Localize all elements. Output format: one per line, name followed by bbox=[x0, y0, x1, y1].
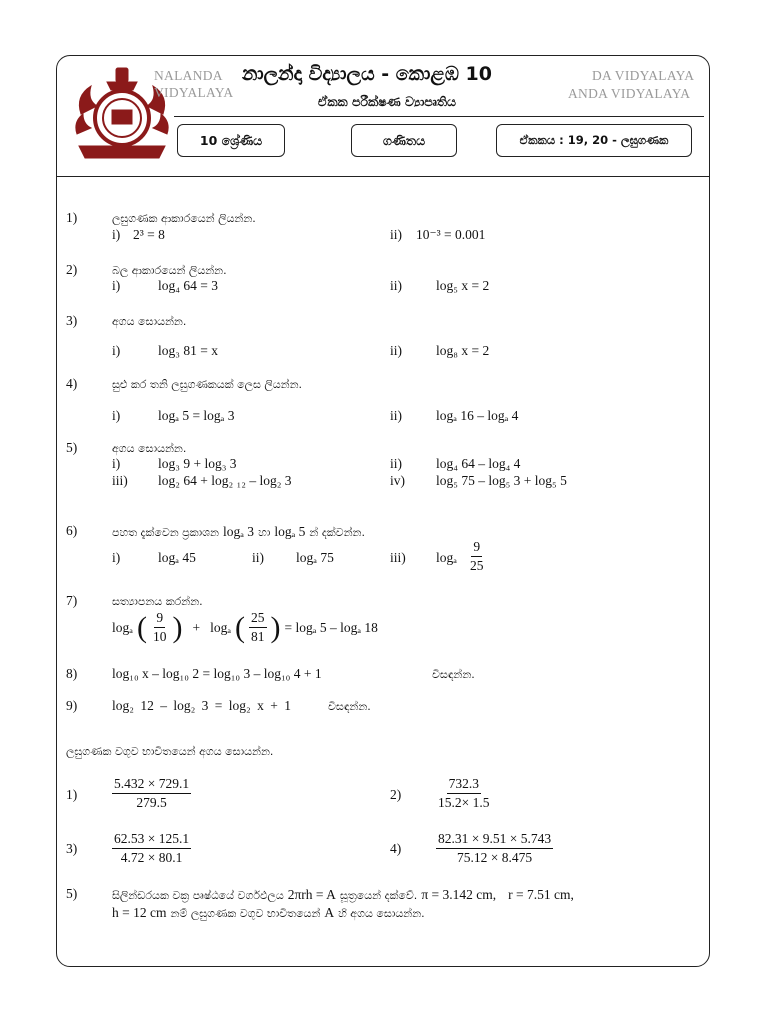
q7-instruction: සත්‍යාපනය කරන්න. bbox=[112, 595, 203, 608]
q7-f2-numerator: 25 bbox=[249, 610, 267, 628]
q6-text-c: න් දක්වන්න. bbox=[309, 526, 365, 539]
q6-number: 6) bbox=[66, 523, 78, 538]
q6-iii-fraction bbox=[468, 539, 486, 574]
q8-number: 8) bbox=[66, 666, 78, 681]
section2-title: ලඝුගණක වගුව භාවිතයෙන් අගය සොයන්න. bbox=[66, 745, 274, 758]
c5-line2 bbox=[112, 904, 425, 922]
c5-r: r = 7.51 cm, bbox=[508, 887, 574, 902]
q9-instruction: විසඳන්න. bbox=[328, 700, 371, 713]
c3-numerator: 62.53 × 125.1 bbox=[112, 831, 191, 849]
c3-fraction bbox=[112, 831, 191, 866]
q7-paren-close-2: ) bbox=[270, 610, 281, 644]
grade-box: 10 ශ්‍රේණිය bbox=[177, 124, 285, 157]
q4-i-label: i) bbox=[112, 408, 121, 423]
c1-numerator: 5.432 × 729.1 bbox=[112, 776, 191, 794]
c5-text-2: සූත්‍රයෙන් දක්වේ. bbox=[339, 889, 418, 902]
header-rule bbox=[174, 116, 704, 117]
q6-i: logₐ 45 bbox=[158, 550, 196, 565]
c4-numerator: 82.31 × 9.51 × 5.743 bbox=[436, 831, 553, 849]
c3-denominator: 4.72 × 80.1 bbox=[120, 850, 183, 865]
q6-iii-denominator: 25 bbox=[470, 558, 484, 573]
c2-denominator: 15.2× 1.5 bbox=[438, 795, 490, 810]
c5-A: A bbox=[324, 905, 335, 920]
q7-f1-numerator: 9 bbox=[154, 610, 165, 628]
c2-numerator: 732.3 bbox=[447, 776, 481, 794]
q6-log-a3: logₐ 3 bbox=[222, 524, 255, 539]
q5-number: 5) bbox=[66, 440, 78, 455]
q3-number: 3) bbox=[66, 313, 78, 328]
q5-i-label: i) bbox=[112, 456, 121, 471]
q3-i: log₃ 81 = x bbox=[158, 343, 218, 358]
q5-i: log₃ 9 + log₃ 3 bbox=[158, 456, 237, 471]
q1-ii-label: ii) bbox=[390, 227, 402, 242]
q2-i-label: i) bbox=[112, 278, 121, 293]
c2-fraction bbox=[436, 776, 492, 811]
q6-text-b: හා bbox=[258, 526, 271, 539]
q7-expression bbox=[112, 610, 378, 645]
c1-number: 1) bbox=[66, 787, 78, 802]
c1-denominator: 279.5 bbox=[136, 795, 167, 810]
q6-text-a: පහත දැක්වෙන ප්‍රකාශන bbox=[112, 526, 219, 539]
q8-expression: log₁₀ x – log₁₀ 2 = log₁₀ 3 – log₁₀ 4 + 1 bbox=[112, 666, 322, 681]
q6-iii-label: iii) bbox=[390, 550, 406, 565]
q7-plus: + bbox=[192, 619, 201, 635]
c5-number: 5) bbox=[66, 886, 78, 901]
q1-ii: 10⁻³ = 0.001 bbox=[416, 227, 486, 242]
c2-number: 2) bbox=[390, 787, 402, 802]
c5-text-1: සිලින්ඩරයක වක්‍ර පෘෂ්ඨයේ වර්ගඵලය bbox=[112, 889, 284, 902]
q2-ii-label: ii) bbox=[390, 278, 402, 293]
q1-instruction: ලඝුගණක ආකාරයෙන් ලියන්න. bbox=[112, 212, 256, 225]
q7-log-1: logₐ bbox=[112, 619, 133, 635]
q2-i: log₄ 64 = 3 bbox=[158, 278, 218, 293]
q3-ii: log₈ x = 2 bbox=[436, 343, 490, 358]
c5-line1 bbox=[112, 886, 574, 904]
q5-iii-label: iii) bbox=[112, 473, 128, 488]
q4-number: 4) bbox=[66, 376, 78, 391]
c5-pi: π = 3.142 cm, bbox=[421, 887, 497, 902]
q4-ii-label: ii) bbox=[390, 408, 402, 423]
q5-ii: log₄ 64 – log₄ 4 bbox=[436, 456, 521, 471]
q4-instruction: සුළු කර තනි ලඝුගණකයක් ලෙස ලියන්න. bbox=[112, 378, 303, 391]
school-name: නාලන්දා විද්‍යාලය - කොළඹ 10 bbox=[242, 63, 492, 85]
subtitle: ඒකක පරීක්ෂණ ව්‍යාපෘතිය bbox=[318, 94, 457, 109]
watermark-right-2: ANDA VIDYALAYA bbox=[568, 86, 691, 101]
q9-number: 9) bbox=[66, 698, 78, 713]
header-bottom-rule bbox=[57, 176, 709, 177]
q7-f1-denominator: 10 bbox=[152, 629, 167, 644]
q1-i-label: i) bbox=[112, 227, 121, 242]
q4-i: logₐ 5 = logₐ 3 bbox=[158, 408, 235, 423]
q5-iv: log₅ 75 – log₅ 3 + log₅ 5 bbox=[436, 473, 567, 488]
c5-text-3: නම් ලඝුගණක වගුව භාවිතයෙන් bbox=[170, 907, 321, 920]
q7-log-2: logₐ bbox=[210, 619, 232, 635]
q6-i-label: i) bbox=[112, 550, 121, 565]
c1-fraction bbox=[112, 776, 191, 811]
q7-paren-close-1: ) bbox=[172, 610, 183, 644]
q5-instruction: අගය සොයන්න. bbox=[112, 442, 187, 455]
unit-box: ඒකකය : 19, 20 - ලඝුගණක bbox=[496, 124, 692, 157]
q7-number: 7) bbox=[66, 593, 78, 608]
c5-h: h = 12 cm bbox=[112, 905, 167, 920]
q9-expression: log₂ 12 – log₂ 3 = log₂ x + 1 bbox=[112, 698, 291, 713]
q6-log-a5: logₐ 5 bbox=[274, 524, 306, 539]
q5-iii: log₂ 64 + log₂ ₁₂ – log₂ 3 bbox=[158, 473, 292, 488]
watermark-left-2: VIDYALAYA bbox=[154, 85, 234, 100]
watermark-left-1: NALANDA bbox=[154, 68, 223, 83]
q7-rhs: = logₐ 5 – logₐ 18 bbox=[284, 619, 378, 635]
c4-number: 4) bbox=[390, 841, 402, 856]
q5-iv-label: iv) bbox=[390, 473, 405, 488]
q1-number: 1) bbox=[66, 210, 78, 225]
q5-ii-label: ii) bbox=[390, 456, 402, 471]
q1-i: 2³ = 8 bbox=[133, 227, 165, 242]
c5-text-4: හි අගය සොයන්න. bbox=[338, 907, 425, 920]
q6-instruction bbox=[112, 523, 365, 541]
watermark-right-1: DA VIDYALAYA bbox=[592, 68, 695, 83]
q8-instruction: විසඳන්න. bbox=[432, 668, 475, 681]
q3-instruction: අගය සොයන්න. bbox=[112, 315, 187, 328]
q3-i-label: i) bbox=[112, 343, 121, 358]
q6-ii: logₐ 75 bbox=[296, 550, 334, 565]
q7-f2-denominator: 81 bbox=[251, 629, 265, 644]
q2-number: 2) bbox=[66, 262, 78, 277]
q2-instruction: බල ආකාරයෙන් ලියන්න. bbox=[112, 264, 227, 277]
q4-ii: logₐ 16 – logₐ 4 bbox=[436, 408, 519, 423]
q6-ii-label: ii) bbox=[252, 550, 264, 565]
q6-iii-numerator: 9 bbox=[471, 539, 482, 557]
subject-box: ගණිතය bbox=[351, 124, 457, 157]
c4-fraction bbox=[436, 831, 553, 866]
c3-number: 3) bbox=[66, 841, 78, 856]
q6-iii-log: logₐ bbox=[436, 550, 457, 565]
c5-formula: 2πrh = A bbox=[287, 887, 336, 902]
q7-paren-open-1: ( bbox=[136, 610, 147, 644]
q7-paren-open-2: ( bbox=[235, 610, 246, 644]
q2-ii: log₅ x = 2 bbox=[436, 278, 490, 293]
q3-ii-label: ii) bbox=[390, 343, 402, 358]
c4-denominator: 75.12 × 8.475 bbox=[456, 850, 533, 865]
